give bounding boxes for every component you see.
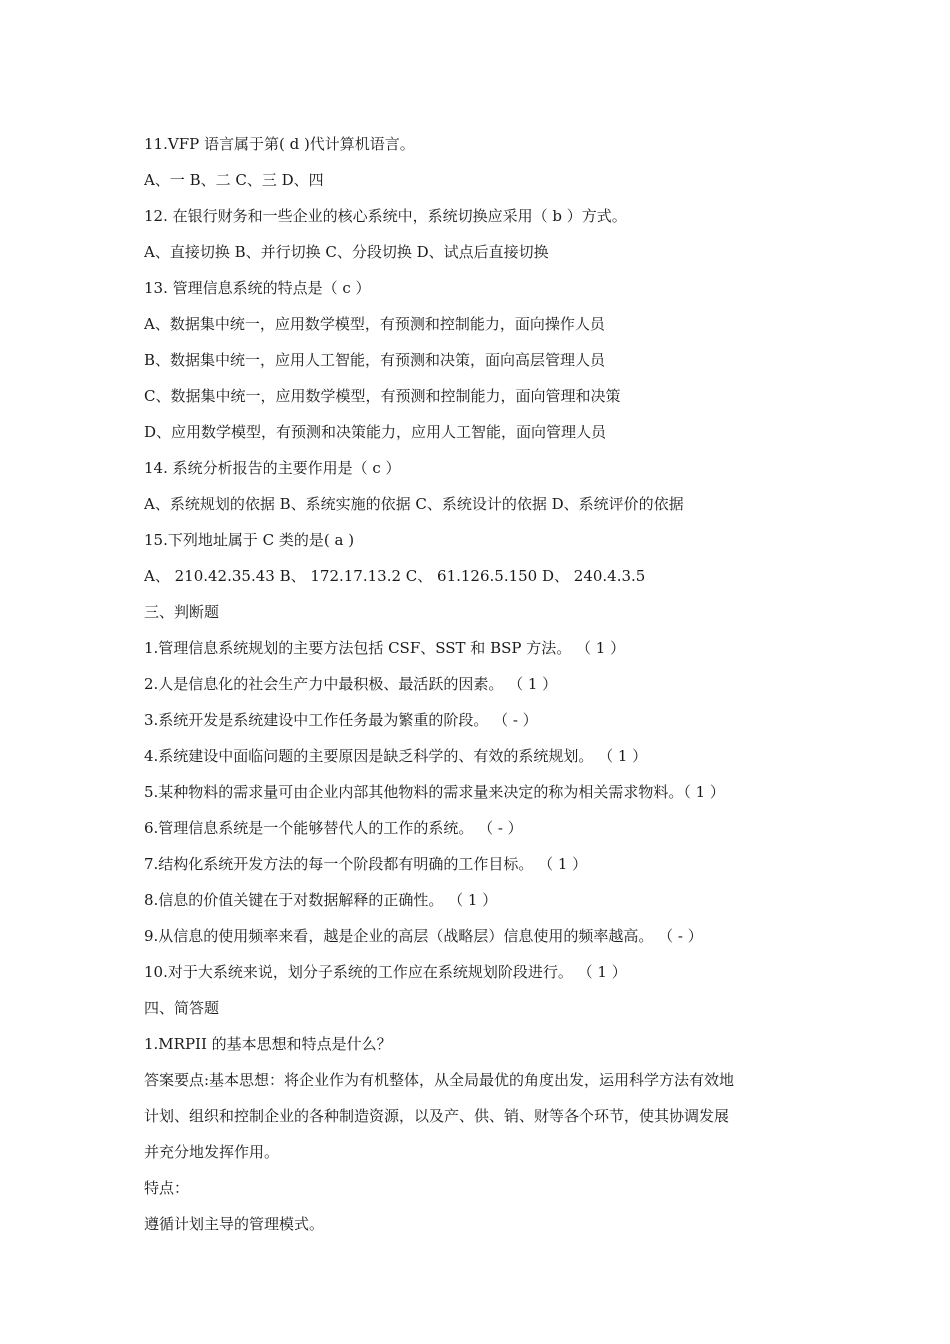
question-12: 12. 在银行财务和一些企业的核心系统中，系统切换应采用（ b ）方式。 [144,207,627,225]
judgement-item-7: 7.结构化系统开发方法的每一个阶段都有明确的工作目标。 （ 1 ） [144,855,588,873]
answer-paragraph-line-1: 答案要点:基本思想：将企业作为有机整体，从全局最优的角度出发，运用科学方法有效地 [144,1071,735,1089]
section-heading-short-answer: 四、简答题 [144,999,220,1017]
judgement-item-9: 9.从信息的使用频率来看，越是企业的高层（战略层）信息使用的频率越高。 （ - ） [144,927,703,945]
question-11: 11.VFP 语言属于第( d )代计算机语言。 [144,135,415,153]
question-13-option-c: C、数据集中统一，应用数学模型，有预测和控制能力，面向管理和决策 [144,387,621,405]
question-14: 14. 系统分析报告的主要作用是（ c ） [144,459,401,477]
document-body [144,126,814,1242]
question-15: 15.下列地址属于 C 类的是( a ) [144,531,355,549]
question-11-options: A、一 B、二 C、三 D、四 [144,171,324,189]
question-13-option-d: D、应用数学模型，有预测和决策能力，应用人工智能，面向管理人员 [144,423,607,441]
feature-item-1: 遵循计划主导的管理模式。 [144,1215,325,1233]
question-14-options: A、系统规划的依据 B、系统实施的依据 C、系统设计的依据 D、系统评价的依据 [144,495,684,513]
short-answer-question-1: 1.MRPII 的基本思想和特点是什么？ [144,1035,392,1053]
judgement-item-4: 4.系统建设中面临问题的主要原因是缺乏科学的、有效的系统规划。 （ 1 ） [144,747,648,765]
judgement-item-10: 10.对于大系统来说，划分子系统的工作应在系统规划阶段进行。 （ 1 ） [144,963,627,981]
section-heading-judgement: 三、判断题 [144,603,220,621]
question-13-option-b: B、数据集中统一，应用人工智能，有预测和决策，面向高层管理人员 [144,351,606,369]
question-13-option-a: A、数据集中统一，应用数学模型，有预测和控制能力，面向操作人员 [144,315,605,333]
question-15-options: A、 210.42.35.43 B、 172.17.13.2 C、 61.126.5.150 D、 240.4.3.5 [144,567,646,585]
judgement-item-8: 8.信息的价值关键在于对数据解释的正确性。 （ 1 ） [144,891,498,909]
judgement-item-3: 3.系统开发是系统建设中工作任务最为繁重的阶段。 （ - ） [144,711,538,729]
judgement-item-5: 5.某种物料的需求量可由企业内部其他物料的需求量来决定的称为相关需求物料。（ 1 ） [144,783,725,801]
features-label: 特点： [144,1179,190,1197]
answer-paragraph-line-3: 并充分地发挥作用。 [144,1143,280,1161]
judgement-item-6: 6.管理信息系统是一个能够替代人的工作的系统。 （ - ） [144,819,523,837]
question-13: 13. 管理信息系统的特点是（ c ） [144,279,371,297]
judgement-item-2: 2.人是信息化的社会生产力中最积极、最活跃的因素。 （ 1 ） [144,675,558,693]
judgement-item-1: 1.管理信息系统规划的主要方法包括 CSF、SST 和 BSP 方法。 （ 1 ） [144,639,626,657]
answer-paragraph-line-2: 计划、组织和控制企业的各种制造资源，以及产、供、销、财等各个环节，使其协调发展 [144,1107,730,1125]
question-12-options: A、直接切换 B、并行切换 C、分段切换 D、试点后直接切换 [144,243,549,261]
